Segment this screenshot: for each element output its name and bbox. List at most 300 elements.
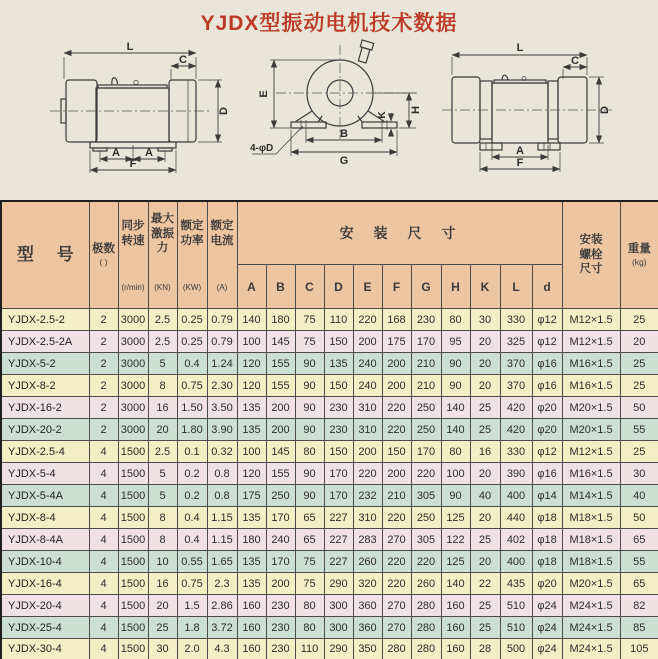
value-cell: 160: [237, 595, 266, 617]
value-cell: 0.32: [207, 441, 237, 463]
value-cell: 2: [89, 309, 118, 331]
value-cell: 8: [148, 375, 177, 397]
value-cell: 230: [324, 397, 353, 419]
value-cell: 2.30: [207, 375, 237, 397]
dim-label-D: D: [218, 107, 230, 115]
col-header-dim-G: G: [411, 265, 441, 309]
value-cell: 1.65: [207, 551, 237, 573]
value-cell: 360: [353, 595, 382, 617]
value-cell: 1.80: [177, 419, 207, 441]
table-row: [1, 573, 658, 595]
value-cell: 90: [295, 463, 324, 485]
value-cell: 3000: [118, 309, 148, 331]
value-cell: 20: [470, 507, 500, 529]
value-cell: M20×1.5: [562, 397, 620, 419]
col-header-dim-A: A: [237, 265, 266, 309]
value-cell: 330: [500, 441, 532, 463]
value-cell: 120: [237, 375, 266, 397]
value-cell: 90: [441, 375, 470, 397]
value-cell: 8: [148, 507, 177, 529]
value-cell: 160: [441, 595, 470, 617]
value-cell: M12×1.5: [562, 331, 620, 353]
value-cell: 3.72: [207, 617, 237, 639]
value-cell: 50: [620, 397, 658, 419]
col-header-power: 额定功率 (KW): [177, 201, 207, 309]
value-cell: 0.55: [177, 551, 207, 573]
value-cell: 55: [620, 419, 658, 441]
value-cell: 3000: [118, 331, 148, 353]
value-cell: 135: [237, 551, 266, 573]
table-row: [1, 397, 658, 419]
value-cell: 1.24: [207, 353, 237, 375]
value-cell: 280: [411, 617, 441, 639]
value-cell: 220: [382, 507, 411, 529]
value-cell: 160: [441, 639, 470, 659]
dim-label-F: F: [516, 157, 524, 169]
model-cell: YJDX-8-4A: [1, 529, 89, 551]
value-cell: 30: [470, 309, 500, 331]
value-cell: φ12: [532, 309, 562, 331]
value-cell: 2.86: [207, 595, 237, 617]
value-cell: 1.15: [207, 529, 237, 551]
value-cell: 0.4: [177, 529, 207, 551]
value-cell: 4: [89, 463, 118, 485]
value-cell: 168: [382, 309, 411, 331]
table-row: [1, 595, 658, 617]
value-cell: 1500: [118, 485, 148, 507]
value-cell: 30: [148, 639, 177, 659]
value-cell: 170: [266, 507, 295, 529]
value-cell: 420: [500, 397, 532, 419]
value-cell: 140: [441, 397, 470, 419]
value-cell: 260: [411, 573, 441, 595]
value-cell: 155: [266, 375, 295, 397]
value-cell: 135: [237, 419, 266, 441]
value-cell: 65: [620, 529, 658, 551]
model-cell: YJDX-5-4A: [1, 485, 89, 507]
value-cell: 25: [620, 353, 658, 375]
value-cell: 240: [353, 375, 382, 397]
value-cell: 150: [324, 441, 353, 463]
value-cell: 160: [237, 617, 266, 639]
value-cell: 75: [295, 573, 324, 595]
value-cell: 5: [148, 353, 177, 375]
table-row: [1, 551, 658, 573]
value-cell: 310: [353, 419, 382, 441]
value-cell: 220: [411, 463, 441, 485]
value-cell: 0.75: [177, 375, 207, 397]
value-cell: 280: [382, 639, 411, 659]
value-cell: 135: [324, 353, 353, 375]
model-cell: YJDX-8-4: [1, 507, 89, 529]
value-cell: 3.90: [207, 419, 237, 441]
value-cell: 25: [148, 617, 177, 639]
value-cell: 1.15: [207, 507, 237, 529]
value-cell: 2: [89, 353, 118, 375]
table-row: [1, 419, 658, 441]
value-cell: 180: [266, 309, 295, 331]
value-cell: 170: [324, 485, 353, 507]
value-cell: 75: [295, 551, 324, 573]
value-cell: 402: [500, 529, 532, 551]
dim-label-C: C: [179, 54, 187, 66]
value-cell: 1500: [118, 595, 148, 617]
value-cell: M24×1.5: [562, 617, 620, 639]
value-cell: 25: [470, 397, 500, 419]
value-cell: 122: [441, 529, 470, 551]
value-cell: 140: [237, 309, 266, 331]
value-cell: φ20: [532, 573, 562, 595]
bolt-hole-note: 4-φD: [250, 143, 274, 154]
table-row: [1, 463, 658, 485]
col-header-dim-E: E: [353, 265, 382, 309]
value-cell: 420: [500, 419, 532, 441]
value-cell: 90: [295, 419, 324, 441]
value-cell: 283: [353, 529, 382, 551]
value-cell: 20: [470, 463, 500, 485]
motor-front-view-drawing: [248, 39, 440, 197]
table-row: [1, 639, 658, 659]
value-cell: 2.5: [148, 331, 177, 353]
value-cell: 28: [470, 639, 500, 659]
value-cell: 80: [441, 309, 470, 331]
value-cell: φ14: [532, 485, 562, 507]
value-cell: 170: [324, 463, 353, 485]
value-cell: φ18: [532, 507, 562, 529]
table-row: [1, 529, 658, 551]
dim-label-C: C: [571, 55, 579, 67]
value-cell: 180: [237, 529, 266, 551]
value-cell: 90: [441, 485, 470, 507]
value-cell: 4.3: [207, 639, 237, 659]
value-cell: 145: [266, 331, 295, 353]
value-cell: 1500: [118, 617, 148, 639]
value-cell: 8: [148, 529, 177, 551]
value-cell: 3.50: [207, 397, 237, 419]
value-cell: φ20: [532, 419, 562, 441]
value-cell: 232: [353, 485, 382, 507]
model-cell: YJDX-20-4: [1, 595, 89, 617]
value-cell: φ18: [532, 529, 562, 551]
value-cell: 305: [411, 529, 441, 551]
value-cell: 320: [353, 573, 382, 595]
model-cell: YJDX-10-4: [1, 551, 89, 573]
value-cell: 4: [89, 507, 118, 529]
motor-outline: [276, 40, 420, 139]
value-cell: 240: [353, 353, 382, 375]
value-cell: 370: [500, 353, 532, 375]
value-cell: 2.3: [207, 573, 237, 595]
motor-side-view-left-drawing: [36, 39, 248, 197]
value-cell: 0.79: [207, 331, 237, 353]
value-cell: 305: [411, 485, 441, 507]
motor-outline: [50, 78, 212, 151]
value-cell: M20×1.5: [562, 419, 620, 441]
value-cell: 170: [411, 331, 441, 353]
table-row: [1, 375, 658, 397]
value-cell: 170: [266, 551, 295, 573]
value-cell: 3000: [118, 375, 148, 397]
value-cell: 220: [382, 397, 411, 419]
value-cell: 4: [89, 573, 118, 595]
value-cell: M16×1.5: [562, 353, 620, 375]
value-cell: 2: [89, 397, 118, 419]
value-cell: 290: [324, 639, 353, 659]
model-cell: YJDX-2.5-2A: [1, 331, 89, 353]
value-cell: 310: [353, 507, 382, 529]
value-cell: 0.1: [177, 441, 207, 463]
value-cell: 140: [441, 419, 470, 441]
col-header-dim-d: d: [532, 265, 562, 309]
value-cell: 100: [441, 463, 470, 485]
col-header-install-dims: 安 装 尺 寸: [237, 201, 562, 265]
col-header-dim-B: B: [266, 265, 295, 309]
value-cell: 155: [266, 353, 295, 375]
value-cell: M12×1.5: [562, 309, 620, 331]
value-cell: M18×1.5: [562, 507, 620, 529]
value-cell: 20: [470, 353, 500, 375]
col-header-dim-H: H: [441, 265, 470, 309]
value-cell: 1500: [118, 573, 148, 595]
value-cell: 1.50: [177, 397, 207, 419]
value-cell: 90: [295, 485, 324, 507]
value-cell: 150: [324, 375, 353, 397]
value-cell: 0.25: [177, 309, 207, 331]
value-cell: 227: [324, 507, 353, 529]
value-cell: 220: [353, 463, 382, 485]
value-cell: 250: [266, 485, 295, 507]
value-cell: 3000: [118, 419, 148, 441]
value-cell: 135: [237, 573, 266, 595]
value-cell: 175: [382, 331, 411, 353]
model-cell: YJDX-2.5-4: [1, 441, 89, 463]
value-cell: 80: [295, 441, 324, 463]
value-cell: 330: [500, 309, 532, 331]
value-cell: 110: [324, 309, 353, 331]
model-cell: YJDX-5-2: [1, 353, 89, 375]
value-cell: 0.25: [177, 331, 207, 353]
value-cell: 435: [500, 573, 532, 595]
model-cell: YJDX-30-4: [1, 639, 89, 659]
value-cell: 135: [237, 507, 266, 529]
value-cell: 105: [620, 639, 658, 659]
model-cell: YJDX-5-4: [1, 463, 89, 485]
model-cell: YJDX-16-2: [1, 397, 89, 419]
col-header-dim-K: K: [470, 265, 500, 309]
table-row: [1, 485, 658, 507]
value-cell: 0.4: [177, 353, 207, 375]
value-cell: φ16: [532, 463, 562, 485]
value-cell: φ16: [532, 375, 562, 397]
value-cell: 90: [295, 353, 324, 375]
value-cell: 250: [411, 397, 441, 419]
value-cell: φ18: [532, 551, 562, 573]
value-cell: 40: [620, 485, 658, 507]
value-cell: 20: [148, 595, 177, 617]
value-cell: 2: [89, 331, 118, 353]
value-cell: 40: [470, 485, 500, 507]
value-cell: 4: [89, 551, 118, 573]
dim-label-L: L: [126, 41, 134, 53]
value-cell: M16×1.5: [562, 375, 620, 397]
value-cell: 1500: [118, 441, 148, 463]
value-cell: 3000: [118, 397, 148, 419]
dimension-lines: [452, 55, 604, 172]
value-cell: 270: [382, 529, 411, 551]
value-cell: 440: [500, 507, 532, 529]
value-cell: 2.5: [148, 309, 177, 331]
value-cell: 4: [89, 639, 118, 659]
value-cell: 25: [470, 529, 500, 551]
value-cell: 270: [382, 595, 411, 617]
value-cell: 310: [353, 397, 382, 419]
value-cell: 280: [411, 595, 441, 617]
col-header-force: 最大激振力 (KN): [148, 201, 177, 309]
dim-label-H: H: [410, 106, 422, 114]
value-cell: φ16: [532, 353, 562, 375]
value-cell: 155: [266, 463, 295, 485]
value-cell: 16: [148, 573, 177, 595]
value-cell: 280: [411, 639, 441, 659]
value-cell: 290: [324, 573, 353, 595]
value-cell: 230: [411, 309, 441, 331]
value-cell: 220: [382, 573, 411, 595]
value-cell: 25: [620, 309, 658, 331]
value-cell: 10: [148, 551, 177, 573]
value-cell: 250: [411, 419, 441, 441]
col-header-current: 额定电流 (A): [207, 201, 237, 309]
value-cell: 160: [441, 617, 470, 639]
value-cell: 90: [295, 397, 324, 419]
value-cell: 0.8: [207, 463, 237, 485]
value-cell: 350: [353, 639, 382, 659]
value-cell: 0.8: [207, 485, 237, 507]
value-cell: 200: [266, 419, 295, 441]
value-cell: 0.75: [177, 573, 207, 595]
value-cell: 2.0: [177, 639, 207, 659]
value-cell: M12×1.5: [562, 441, 620, 463]
value-cell: 500: [500, 639, 532, 659]
value-cell: 2.5: [148, 441, 177, 463]
value-cell: 120: [237, 353, 266, 375]
value-cell: 200: [266, 573, 295, 595]
value-cell: 20: [470, 331, 500, 353]
value-cell: M14×1.5: [562, 485, 620, 507]
value-cell: M20×1.5: [562, 573, 620, 595]
col-header-poles: 极数 ( ): [89, 201, 118, 309]
value-cell: 4: [89, 441, 118, 463]
value-cell: 1500: [118, 529, 148, 551]
value-cell: 4: [89, 529, 118, 551]
value-cell: 230: [324, 419, 353, 441]
value-cell: 150: [324, 331, 353, 353]
value-cell: 227: [324, 551, 353, 573]
value-cell: φ24: [532, 595, 562, 617]
value-cell: 125: [441, 551, 470, 573]
value-cell: 200: [266, 397, 295, 419]
value-cell: 220: [411, 551, 441, 573]
value-cell: 16: [148, 397, 177, 419]
value-cell: 80: [295, 595, 324, 617]
value-cell: 25: [470, 419, 500, 441]
value-cell: 145: [266, 441, 295, 463]
value-cell: 270: [382, 617, 411, 639]
value-cell: 20: [148, 419, 177, 441]
value-cell: 210: [411, 353, 441, 375]
value-cell: 95: [441, 331, 470, 353]
value-cell: 5: [148, 463, 177, 485]
table-row: [1, 309, 658, 331]
value-cell: 150: [382, 441, 411, 463]
value-cell: 175: [237, 485, 266, 507]
dim-label-A1: A: [112, 147, 120, 159]
value-cell: 200: [382, 353, 411, 375]
dim-label-A2: A: [145, 147, 153, 159]
value-cell: 220: [382, 419, 411, 441]
model-cell: YJDX-25-4: [1, 617, 89, 639]
col-header-bolt: 安装螺栓尺寸: [562, 201, 620, 309]
spec-table: [0, 200, 658, 659]
value-cell: 65: [620, 573, 658, 595]
value-cell: 4: [89, 617, 118, 639]
value-cell: 227: [324, 529, 353, 551]
value-cell: 25: [470, 617, 500, 639]
value-cell: M16×1.5: [562, 463, 620, 485]
value-cell: 120: [237, 463, 266, 485]
page-title: YJDX型振动电机技术数据: [200, 12, 458, 35]
value-cell: 65: [295, 529, 324, 551]
dimension-lines: [64, 53, 222, 173]
col-header-dim-L: L: [500, 265, 532, 309]
value-cell: M24×1.5: [562, 595, 620, 617]
table-row: [1, 617, 658, 639]
value-cell: 230: [266, 595, 295, 617]
value-cell: 1500: [118, 507, 148, 529]
value-cell: 90: [441, 353, 470, 375]
dim-label-E: E: [258, 90, 270, 98]
value-cell: 125: [441, 507, 470, 529]
value-cell: 100: [237, 331, 266, 353]
value-cell: 210: [382, 485, 411, 507]
table-row: [1, 331, 658, 353]
table-row: [1, 441, 658, 463]
value-cell: 75: [295, 309, 324, 331]
value-cell: 20: [470, 375, 500, 397]
value-cell: φ24: [532, 639, 562, 659]
table-row: [1, 507, 658, 529]
value-cell: 140: [441, 573, 470, 595]
value-cell: 80: [295, 617, 324, 639]
col-header-speed: 同步转速 (r/min): [118, 201, 148, 309]
value-cell: 1500: [118, 551, 148, 573]
value-cell: 1500: [118, 463, 148, 485]
col-header-dim-C: C: [295, 265, 324, 309]
dim-label-D: D: [599, 106, 611, 114]
value-cell: 260: [353, 551, 382, 573]
value-cell: 135: [237, 397, 266, 419]
value-cell: 325: [500, 331, 532, 353]
table-row: [1, 353, 658, 375]
value-cell: φ12: [532, 441, 562, 463]
value-cell: 55: [620, 551, 658, 573]
value-cell: 50: [620, 507, 658, 529]
col-header-dim-D: D: [324, 265, 353, 309]
dim-label-G: G: [339, 155, 349, 167]
value-cell: 0.4: [177, 507, 207, 529]
value-cell: φ12: [532, 331, 562, 353]
value-cell: 25: [620, 375, 658, 397]
model-cell: YJDX-16-4: [1, 573, 89, 595]
